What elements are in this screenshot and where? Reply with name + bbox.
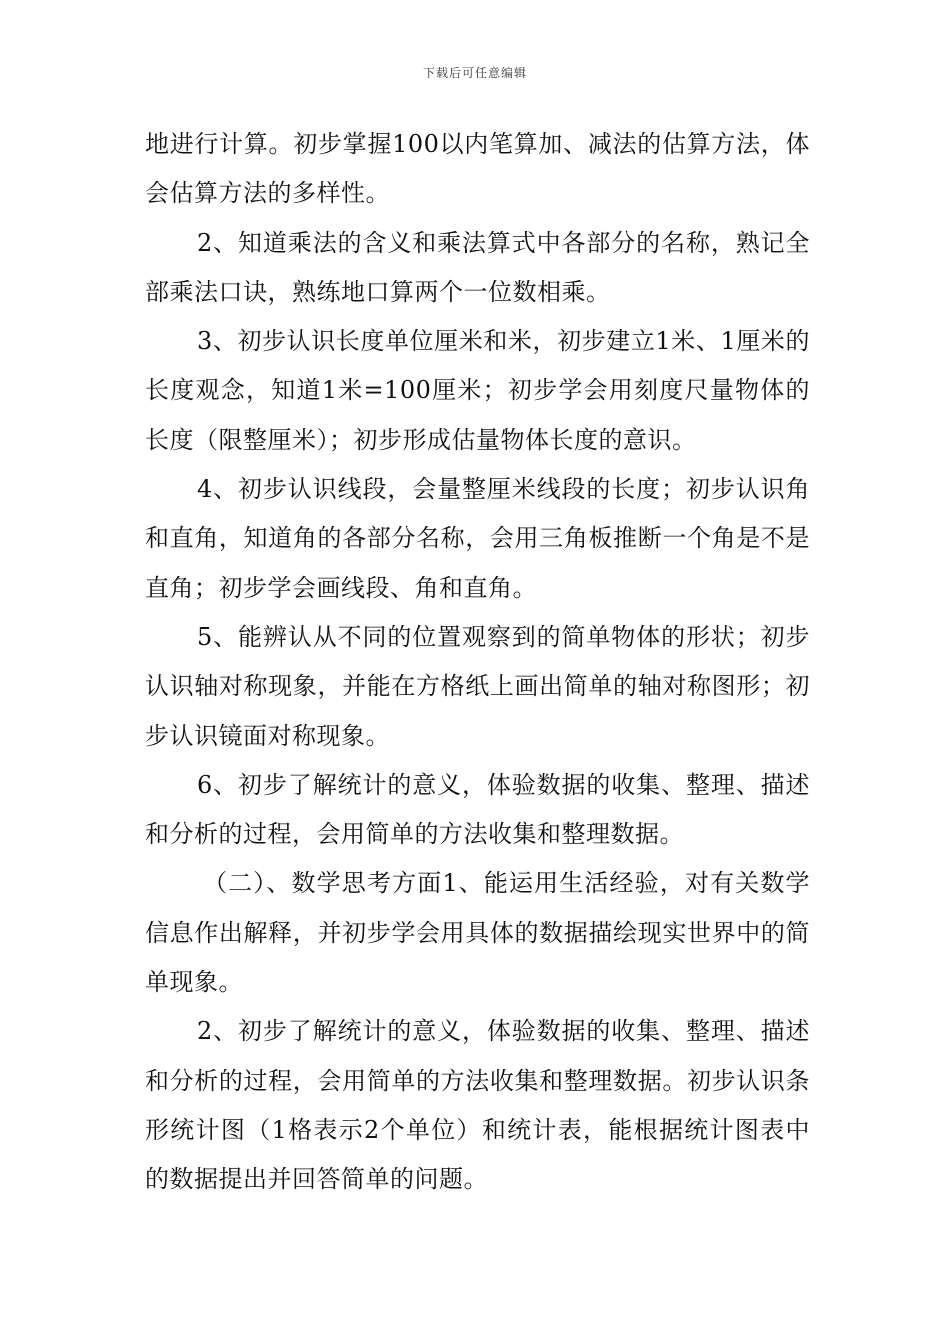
document-body — [145, 120, 810, 1205]
paragraph-6: 6、初步了解统计的意义，体验数据的收集、整理、描述和分析的过程，会用简单的方法收集和整理数据。 — [145, 770, 810, 849]
page-header: 下载后可任意编辑 — [422, 66, 527, 80]
paragraph-4: 4、初步认识线段，会量整厘米线段的长度；初步认识角和直角，知道角的各部分名称，会用三角板推断一个角是不是直角；初步学会画线段、角和直角。 — [145, 475, 810, 602]
paragraph-8: 2、初步了解统计的意义，体验数据的收集、整理、描述和分析的过程，会用简单的方法收集和整理数据。初步认识条形统计图（1格表示2个单位）和统计表，能根据统计图表中的数据提出并回答简单的问题。 — [145, 1017, 810, 1194]
paragraph-1: 地进行计算。初步掌握100以内笔算加、减法的估算方法，体会估算方法的多样性。 — [145, 130, 810, 208]
paragraph-2: 2、知道乘法的含义和乘法算式中各部分的名称，熟记全部乘法口诀，熟练地口算两个一位数相乘。 — [145, 228, 810, 306]
paragraph-3: 3、初步认识长度单位厘米和米，初步建立1米、1厘米的长度观念，知道1米=100厘米；初步学会用刻度尺量物体的长度（限整厘米）；初步形成估量物体长度的意识。 — [145, 327, 810, 454]
paragraph-5: 5、能辨认从不同的位置观察到的简单物体的形状；初步认识轴对称现象，并能在方格纸上画出简单的轴对称图形；初步认识镜面对称现象。 — [145, 622, 810, 750]
paragraph-7: （二）、数学思考方面1、能运用生活经验，对有关数学信息作出解释，并初步学会用具体的数据描绘现实世界中的简单现象。 — [145, 869, 810, 997]
